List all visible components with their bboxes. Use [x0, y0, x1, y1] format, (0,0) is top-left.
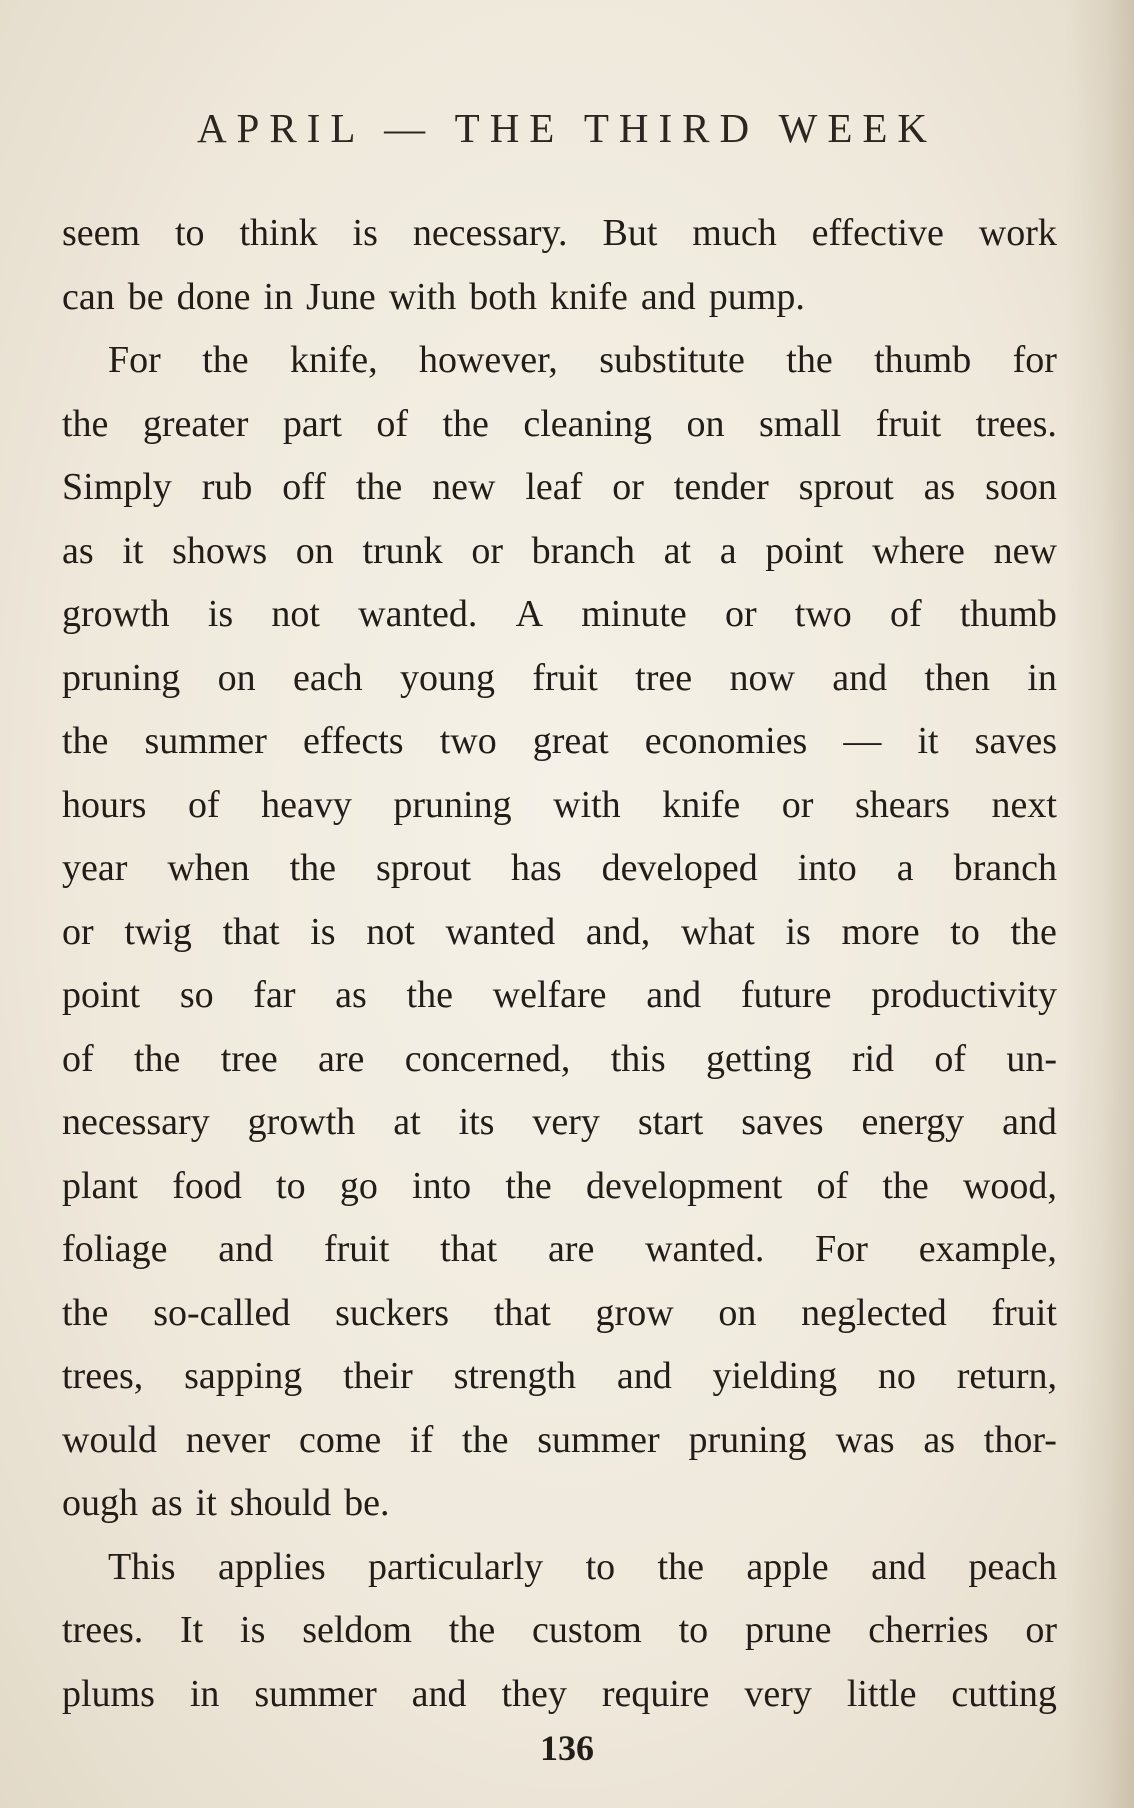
text-line: ough as it should be. — [62, 1482, 390, 1524]
text-line: as it shows on trunk or branch at a point where new — [62, 529, 1057, 572]
page-number: 136 — [540, 1728, 594, 1768]
text-line: Simply rub off the new leaf or tender sprout as soon — [62, 466, 1057, 508]
text-line: of the tree are concerned, this getting rid of un- — [62, 1037, 1057, 1080]
text-line: plant food to go into the development of the wood, — [62, 1164, 1057, 1207]
text-line: hours of heavy pruning with knife or shears next — [62, 783, 1057, 826]
text-line: foliage and fruit that are wanted. For example, — [62, 1228, 1057, 1270]
text-line: trees, sapping their strength and yielding no return, — [62, 1355, 1057, 1397]
text-line: trees. It is seldom the custom to prune cherries or — [62, 1609, 1057, 1651]
text-line: plums in summer and they require very little cutting — [62, 1672, 1057, 1715]
text-line: point so far as the welfare and future productivity — [62, 974, 1057, 1016]
text-line: or twig that is not wanted and, what is more to the — [62, 910, 1057, 953]
text-line: growth is not wanted. A minute or two of thumb — [62, 593, 1057, 635]
running-head: APRIL — THE THIRD WEEK — [196, 105, 938, 151]
text-line: necessary growth at its very start saves energy and — [62, 1101, 1057, 1143]
text-line: the so-called suckers that grow on neglected fruit — [62, 1291, 1057, 1334]
text-line: the greater part of the cleaning on small fruit trees. — [62, 402, 1057, 445]
text-line: can be done in June with both knife and pump. — [62, 275, 805, 318]
page-edge-shadow — [1064, 0, 1134, 1808]
body-text — [62, 202, 1057, 1726]
text-line: the summer effects two great economies — it saves — [62, 720, 1057, 762]
text-line: seem to think is necessary. But much effective work — [62, 212, 1057, 254]
text-line: For the knife, however, substitute the thumb for — [108, 339, 1057, 381]
text-line: year when the sprout has developed into a branch — [62, 847, 1057, 889]
text-line: would never come if the summer pruning was as thor- — [62, 1418, 1057, 1461]
text-line: This applies particularly to the apple and peach — [108, 1545, 1057, 1588]
text-line: pruning on each young fruit tree now and then in — [62, 656, 1057, 699]
